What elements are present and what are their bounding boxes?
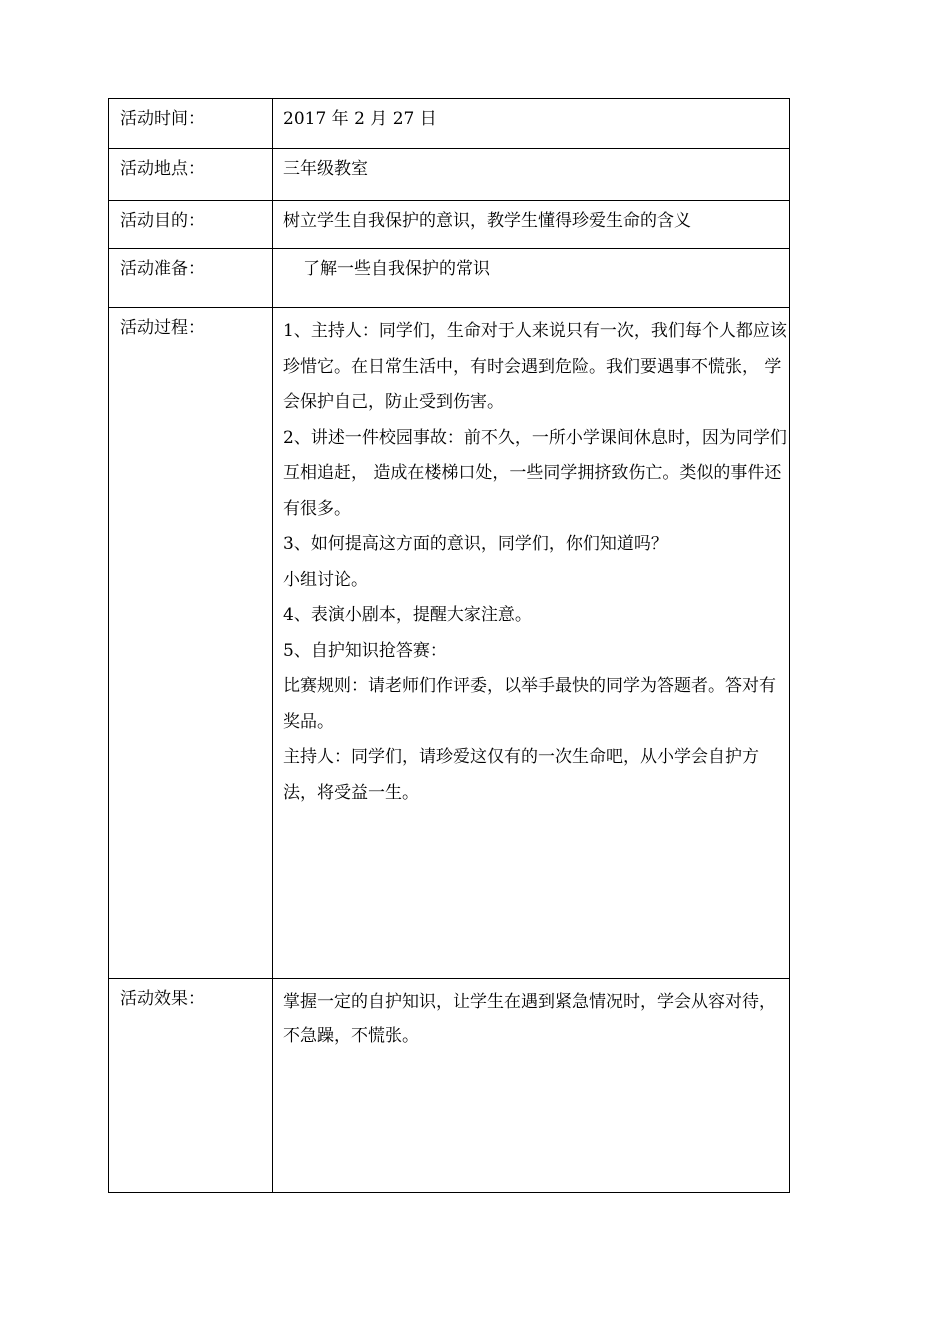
purpose-label: 活动目的： [109, 201, 273, 249]
process-label: 活动过程： [109, 308, 273, 979]
preparation-label: 活动准备： [109, 249, 273, 308]
process-paragraph-3: 3、如何提高这方面的意识，同学们，你们知道吗？ [283, 534, 668, 554]
time-label: 活动时间： [109, 99, 273, 149]
row-preparation [109, 249, 790, 308]
effect-content [273, 979, 790, 1193]
effect-label: 活动效果： [109, 979, 273, 1193]
location-label: 活动地点： [109, 149, 273, 201]
process-content [273, 308, 790, 979]
process-paragraph-2: 2、讲述一件校园事故：前不久，一所小学课间休息时，因为同学们互相追赶， 造成在楼梯口处，一些同学拥挤致伤亡。类似的事件还有很多。 [283, 427, 787, 519]
process-paragraph-8: 主持人：同学们，请珍爱这仅有的一次生命吧，从小学会自护方法，将受益一生。 [283, 747, 759, 803]
activity-record-table [108, 98, 790, 1193]
process-paragraph-6: 5、自护知识抢答赛： [283, 640, 447, 661]
row-purpose [109, 201, 790, 249]
row-process [109, 308, 790, 979]
row-effect [109, 979, 790, 1193]
row-time [109, 99, 790, 149]
effect-text: 掌握一定的自护知识，让学生在遇到紧急情况时，学会从容对待，不急躁，不慌张。 [283, 992, 776, 1046]
location-value: 三年级教室 [273, 149, 790, 201]
purpose-value: 树立学生自我保护的意识，教学生懂得珍爱生命的含义 [273, 201, 790, 249]
preparation-value: 了解一些自我保护的常识 [273, 249, 790, 308]
process-paragraph-1: 1、主持人：同学们，生命对于人来说只有一次，我们每个人都应该珍惜它。在日常生活中，有时会遇到危险。我们要遇事不慌张， 学会保护自己，防止受到伤害。 [283, 321, 787, 412]
row-location [109, 149, 790, 201]
process-paragraph-4: 小组讨论。 [283, 569, 368, 590]
time-value: 2017 年 2 月 27 日 [273, 99, 790, 149]
process-paragraph-7: 比赛规则：请老师们作评委，以举手最快的同学为答题者。答对有奖品。 [283, 676, 776, 732]
process-paragraph-5: 4、表演小剧本，提醒大家注意。 [283, 605, 532, 625]
